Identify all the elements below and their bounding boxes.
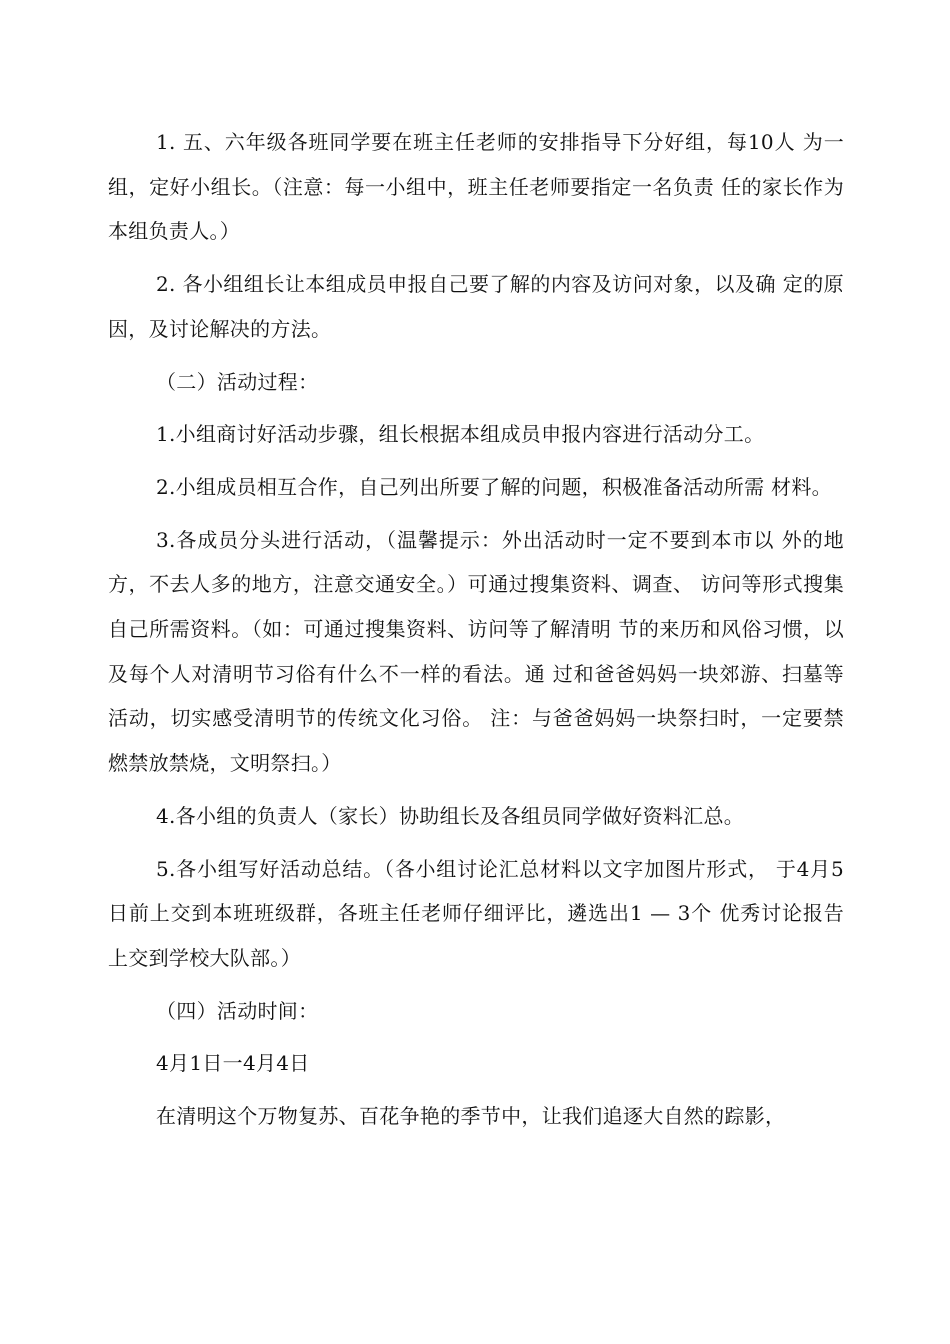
section-heading-activity-process: （二）活动过程： xyxy=(156,369,319,394)
paragraph-closing-intro: 在清明这个万物复苏、百花争艳的季节中，让我们追逐大自然的踪影， xyxy=(156,1104,786,1129)
paragraph-topic-reporting: 2. 各小组组长让本组成员申报自己要了解的内容及访问对象，以及确 定的原因，及讨论解决的方法。 xyxy=(108,272,844,341)
section-heading-activity-time: （四）活动时间： xyxy=(156,998,319,1023)
paragraph-process-step-3: 3.各成员分头进行活动，（温馨提示：外出活动时一定不要到本市以 外的地方，不去人多的地方，注意交通安全。）可通过搜集资料、调查、 访问等形式搜集自己所需资料。（如：可通过搜集资料、访问等了解清明 节的来历和风俗习惯，以及每个人对清明节习俗有什么不一样的看法。通 过和爸爸妈妈一块郊游、扫墓等活动，切实感受清明节的传统文化习俗。 注：与爸爸妈妈一块祭扫时，一定要禁燃禁放禁烧，文明祭扫。） xyxy=(108,527,844,776)
paragraph-process-step-4: 4.各小组的负责人（家长）协助组长及各组员同学做好资料汇总。 xyxy=(156,803,745,828)
paragraph-process-step-2: 2.小组成员相互合作，自己列出所要了解的问题，积极准备活动所需 材料。 xyxy=(156,474,832,499)
paragraph-process-step-1: 1.小组商讨好活动步骤，组长根据本组成员申报内容进行活动分工。 xyxy=(156,422,765,447)
document-body xyxy=(108,120,844,1139)
paragraph-process-step-5: 5.各小组写好活动总结。（各小组讨论汇总材料以文字加图片形式， 于4月5日前上交到本班班级群，各班主任老师仔细评比，遴选出1 — 3个 优秀讨论报告上交到学校大队部。） xyxy=(108,856,844,970)
paragraph-activity-dates: 4月1日一4月4日 xyxy=(156,1051,310,1076)
paragraph-grouping-instructions: 1. 五、六年级各班同学要在班主任老师的安排指导下分好组，每10人 为一组，定好小组长。（注意：每一小组中，班主任老师要指定一名负责 任的家长作为本组负责人。） xyxy=(108,130,844,244)
